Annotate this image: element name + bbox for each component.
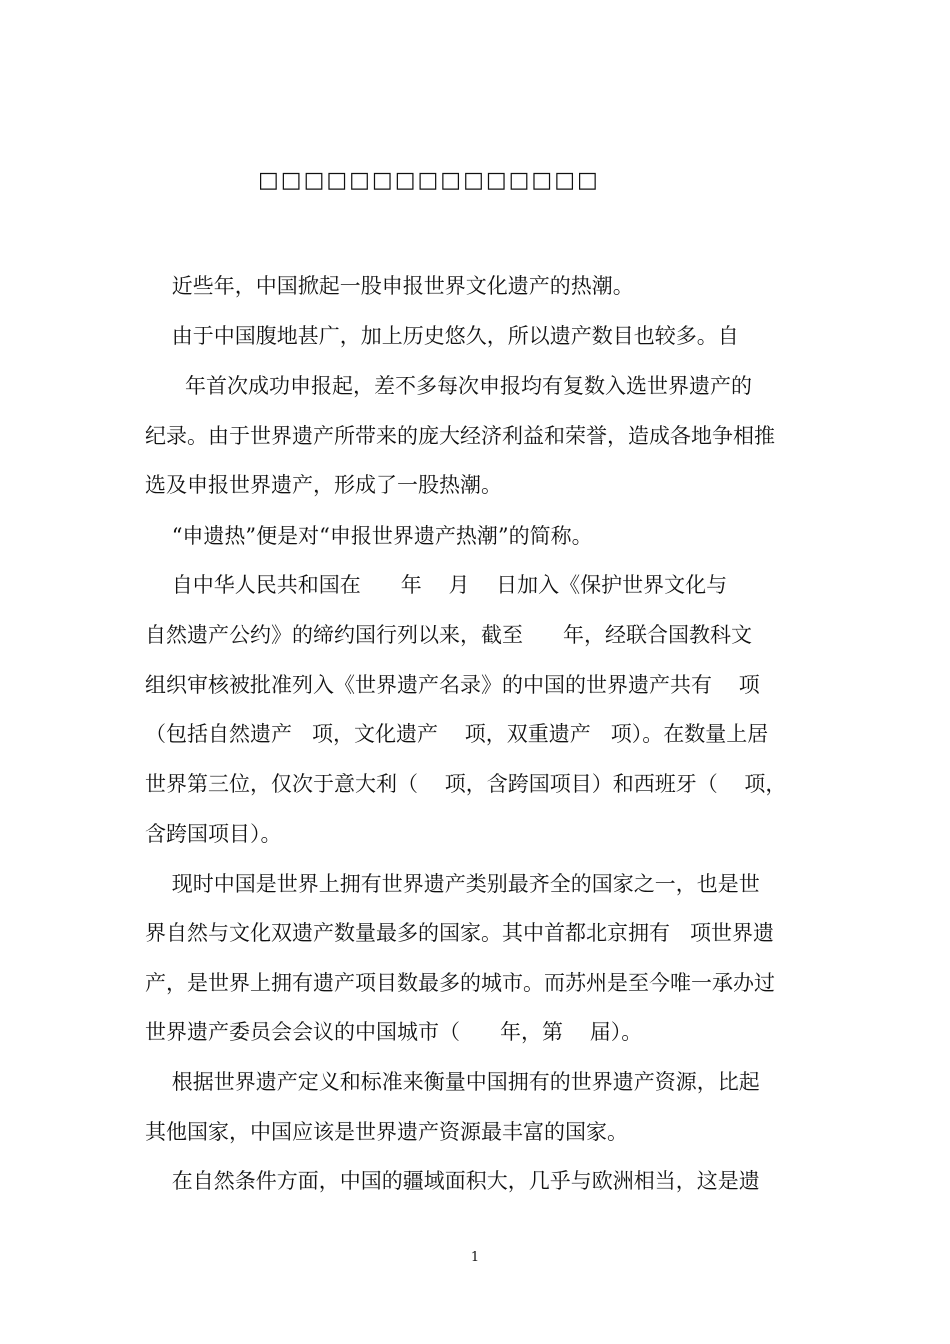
body-line: 近些年，中国掀起一股申报世界文化遗产的热潮。 [145,274,634,298]
body-line: 在自然条件方面，中国的疆域面积大，几乎与欧洲相当，这是遗 [145,1169,760,1193]
body-line: 产，是世界上拥有遗产项目数最多的城市。而苏州是至今唯一承办过 [145,971,775,995]
body-line: 世界遗产委员会会议的中国城市（ 年，第 届）。 [145,1020,643,1044]
page-number: 1 [470,1250,480,1265]
body-line: 由于中国腹地甚广，加上历史悠久，所以遗产数目也较多。自 [145,324,739,348]
body-line: 年首次成功申报起，差不多每次申报均有复数入选世界遗产的 [145,374,753,398]
body-line: 自中华人民共和国在 年 月 日加入《保护世界文化与 [145,573,728,597]
body-line: 组织审核被批准列入《世界遗产名录》的中国的世界遗产共有 项 [145,673,760,697]
body-line: 自然遗产公约》的缔约国行列以来，截至 年，经联合国教科文 [145,623,753,647]
body-line: 现时中国是世界上拥有世界遗产类别最齐全的国家之一，也是世 [145,872,760,896]
body-line: 其他国家，中国应该是世界遗产资源最丰富的国家。 [145,1120,628,1144]
document-title: □□□□□□□□□□□□□□□ [258,168,600,193]
body-line: （包括自然遗产 项，文化遗产 项，双重遗产 项）。在数量上居 [145,722,769,746]
body-line: “申遗热”便是对“申报世界遗产热潮”的简称。 [145,524,593,548]
body-line: 界自然与文化双遗产数量最多的国家。其中首都北京拥有 项世界遗 [145,921,775,945]
body-line: 世界第三位，仅次于意大利（ 项，含跨国项目）和西班牙（ 项， [145,772,787,796]
body-line: 根据世界遗产定义和标准来衡量中国拥有的世界遗产资源，比起 [145,1070,760,1094]
body-line: 选及申报世界遗产，形成了一股热潮。 [145,473,502,497]
body-line: 纪录。由于世界遗产所带来的庞大经济利益和荣誉，造成各地争相推 [145,424,775,448]
body-line: 含跨国项目）。 [145,822,282,846]
